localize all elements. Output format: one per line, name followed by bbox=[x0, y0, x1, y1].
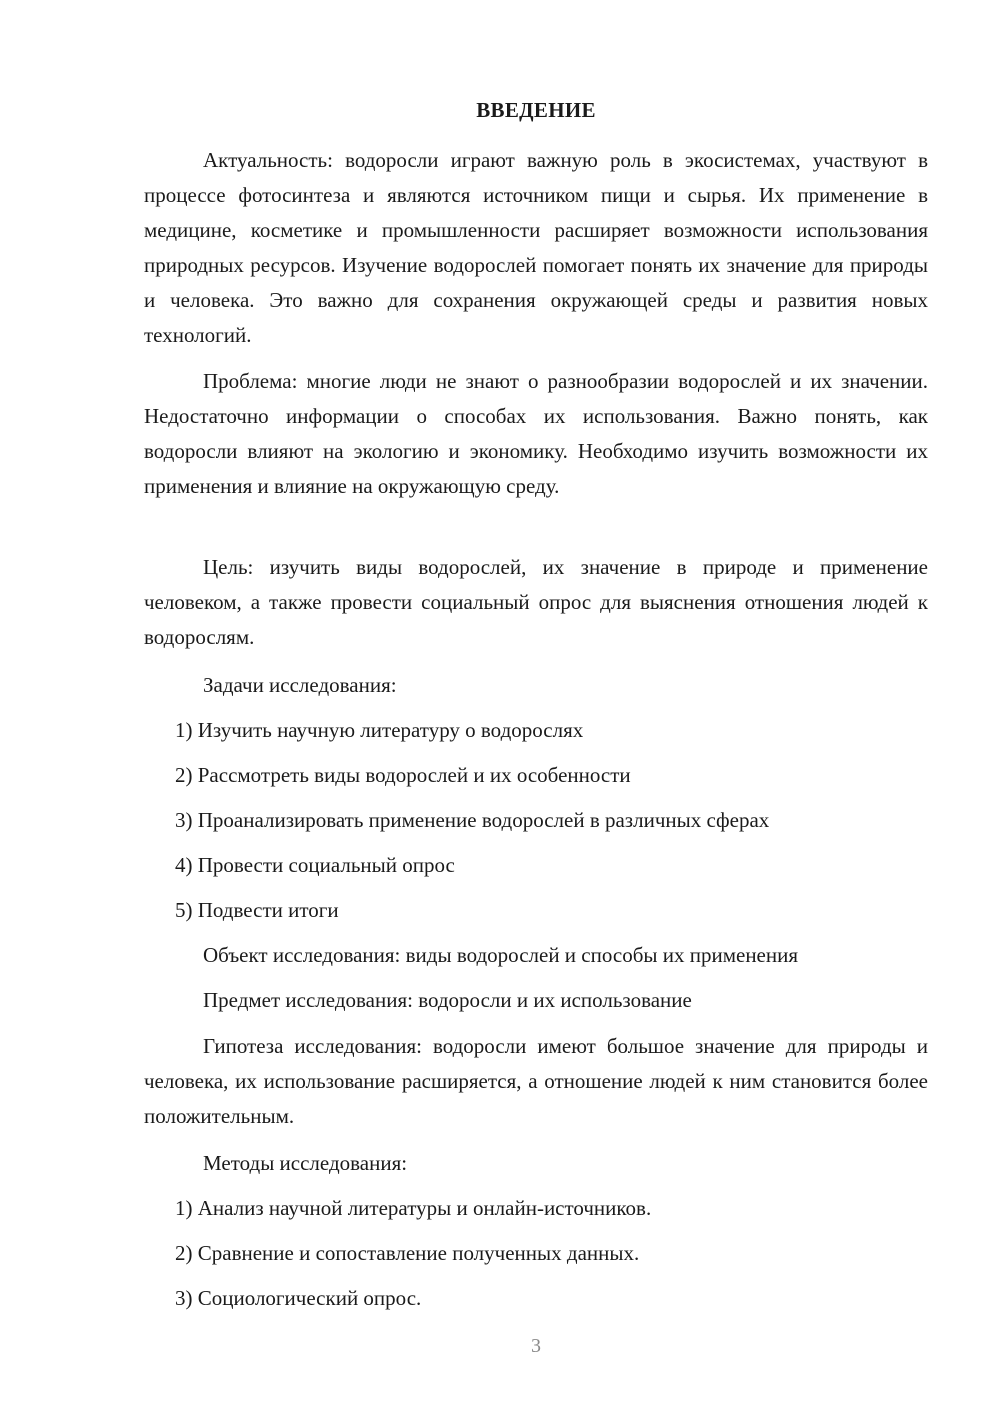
object-line: Объект исследования: виды водорослей и способы их применения bbox=[203, 943, 799, 967]
list-item: 2) Сравнение и сопоставление полученных данных. bbox=[175, 1241, 640, 1265]
list-item: 4) Провести социальный опрос bbox=[175, 853, 455, 877]
tasks-heading: Задачи исследования: bbox=[203, 673, 397, 697]
list-item: 2) Рассмотреть виды водорослей и их особенности bbox=[175, 763, 631, 787]
list-item: 3) Социологический опрос. bbox=[175, 1286, 422, 1310]
subject-line: Предмет исследования: водоросли и их использование bbox=[203, 988, 692, 1012]
hypothesis-paragraph: Гипотеза исследования: водоросли имеют большое значение для природы и человека, их использование расширяется, а отношение людей к ним становится более положительным. bbox=[144, 1034, 928, 1128]
list-item: 5) Подвести итоги bbox=[175, 898, 339, 922]
list-item: 1) Анализ научной литературы и онлайн-источников. bbox=[175, 1196, 652, 1220]
document-page bbox=[144, 0, 928, 1414]
goal-paragraph: Цель: изучить виды водорослей, их значение в природе и применение человеком, а также провести социальный опрос для выяснения отношения людей к водорослям. bbox=[144, 555, 928, 649]
section-title: ВВЕДЕНИЕ bbox=[476, 98, 596, 122]
problem-paragraph: Проблема: многие люди не знают о разнообразии водорослей и их значении. Недостаточно информации о способах их использования. Важно понять, как водоросли влияют на экологию и экономику. Необходимо изучить возможности их применения и влияние на окружающую среду. bbox=[144, 369, 928, 498]
list-item: 1) Изучить научную литературу о водорослях bbox=[175, 718, 584, 742]
methods-heading: Методы исследования: bbox=[203, 1151, 408, 1175]
relevance-paragraph: Актуальность: водоросли играют важную роль в экосистемах, участвуют в процессе фотосинтеза и являются источником пищи и сырья. Их применение в медицине, косметике и промышленности расширяет возможности использования природных ресурсов. Изучение водорослей помогает понять их значение для природы и человека. Это важно для сохранения окружающей среды и развития новых технологий. bbox=[144, 148, 928, 347]
page-number: 3 bbox=[531, 1335, 541, 1357]
list-item: 3) Проанализировать применение водорослей в различных сферах bbox=[175, 808, 770, 832]
